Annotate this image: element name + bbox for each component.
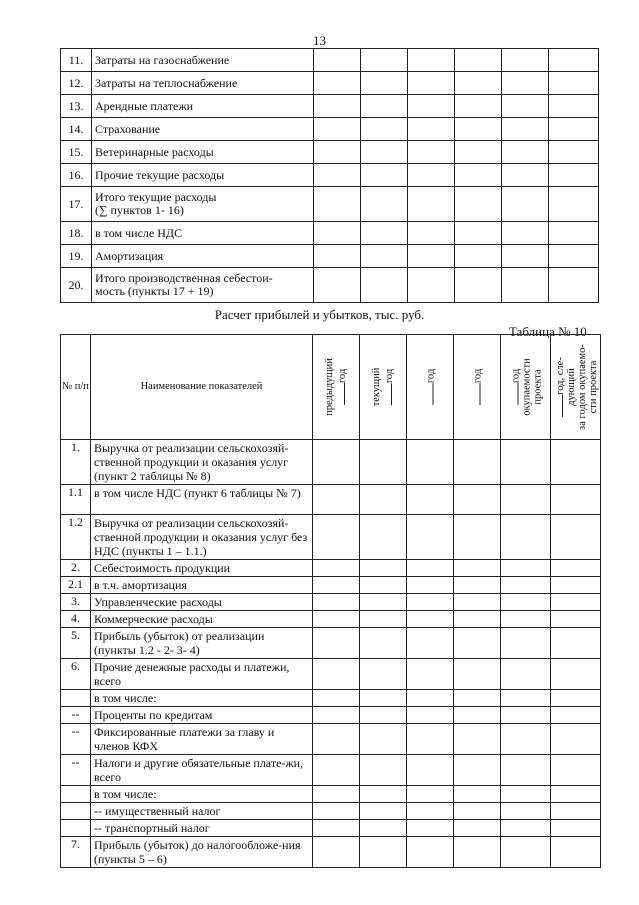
table-row: 17. Итого текущие расходы (∑ пунктов 1- 16) (61, 187, 599, 222)
table-row: 1. Выручка от реализации сельскохозяй-ственной продукции и оказания услуг (пункт 2 таблицы № 8) (61, 440, 601, 485)
table-row: 3. Управленческие расходы (61, 594, 601, 611)
table-row: -- Проценты по кредитам (61, 707, 601, 724)
table-row: -- транспортный налог (61, 820, 601, 837)
table-row: 6. Прочие денежные расходы и платежи, всего (61, 659, 601, 690)
header-col1: предыдущий год (313, 335, 360, 440)
table-row: 18. в том числе НДС (61, 222, 599, 245)
table-row: в том числе: (61, 786, 601, 803)
table-row: 2.1 в т.ч. амортизация (61, 577, 601, 594)
table-row: 20. Итого производственная себестои- мость (пункты 17 + 19) (61, 268, 599, 303)
table-row: 14. Страхование (61, 118, 599, 141)
table-row: 2. Себестоимость продукции (61, 560, 601, 577)
header-col3: год (407, 335, 454, 440)
table-label: Таблица № 10 (509, 324, 587, 339)
table-row: -- имущественный налог (61, 803, 601, 820)
table-row: 15. Ветеринарные расходы (61, 141, 599, 164)
header-name: Наименование показателей (91, 335, 313, 440)
table-row: -- Налоги и другие обязательные плате-жи, всего (61, 755, 601, 786)
table-row: 4. Коммерческие расходы (61, 611, 601, 628)
table-row: 5. Прибыль (убыток) от реализации (пункты 1.2 - 2- 3- 4) (61, 628, 601, 659)
table-row: 7. Прибыль (убыток) до налогообложе-ния (пункты 5 – 6) (61, 837, 601, 868)
header-num: № п/п (61, 335, 91, 440)
header-col5: год окупаемости проекта (501, 335, 551, 440)
cost-table (60, 48, 599, 303)
header-col4: год (454, 335, 501, 440)
table-row: 19. Амортизация (61, 245, 599, 268)
table-row: 1.1 в том числе НДС (пункт 6 таблицы № 7) (61, 485, 601, 515)
profit-table (60, 334, 601, 868)
table-caption: Расчет прибылей и убытков, тыс. руб. (214, 307, 425, 322)
table-row: в том числе: (61, 690, 601, 707)
header-row (61, 335, 601, 440)
table-row: 11. Затраты на газоснабжение (61, 49, 599, 72)
table-row: -- Фиксированные платежи за главу и членов КФХ (61, 724, 601, 755)
table-row: 1.2 Выручка от реализации сельскохозяй-ственной продукции и оказания услуг без НДС (пункты 1 – 1.1.) (61, 515, 601, 560)
header-col2: текущий год (360, 335, 407, 440)
header-col6: год, сле- дующий за годом окупаемо- сти проекта (551, 335, 601, 440)
table-row: 12. Затраты на теплоснабжение (61, 72, 599, 95)
table-row: 16. Прочие текущие расходы (61, 164, 599, 187)
table-row: 13. Арендные платежи (61, 95, 599, 118)
page-number: 13 (313, 33, 326, 48)
